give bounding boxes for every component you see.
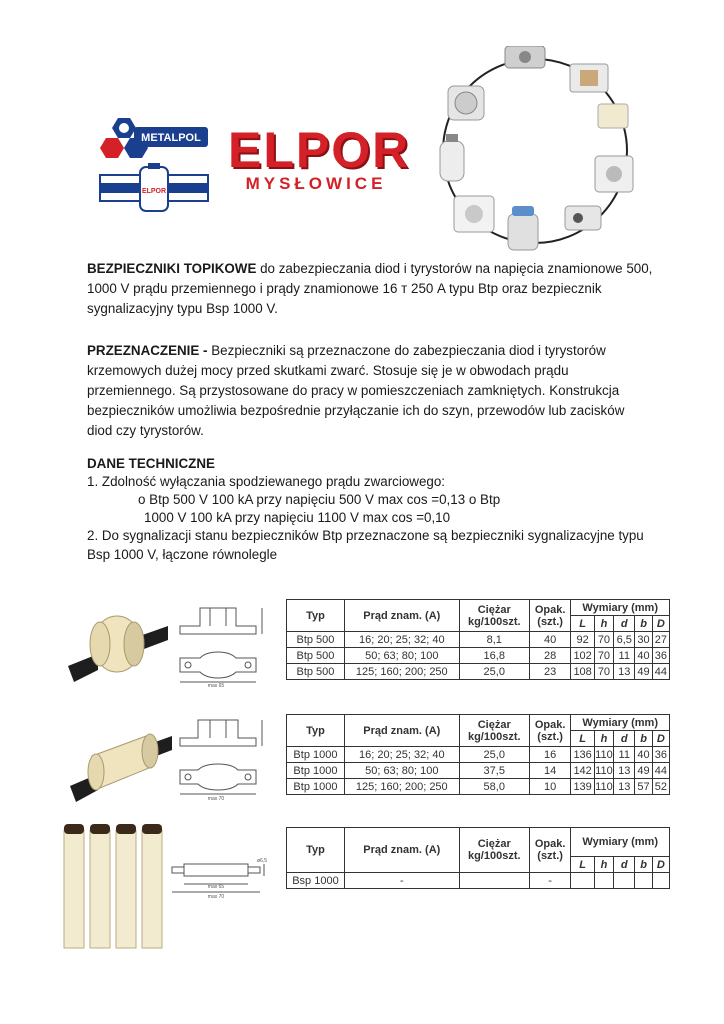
cell-h: 70 [594,632,613,648]
cell-b [635,873,652,889]
dim-header-h: h [594,857,613,873]
brand-name: ELPOR [228,122,411,178]
cell-prad: 125; 160; 200; 250 [344,664,459,680]
cell-D: 27 [652,632,669,648]
product-screw-cap-image [508,206,538,250]
cell-typ: Btp 1000 [287,779,345,795]
col-header-opak: Opak. (szt.) [529,828,571,873]
col-header-wymiary: Wymiary (mm) [571,828,670,857]
dim-header-h: h [594,731,613,747]
cell-L: 142 [571,763,594,779]
dim-header-L: L [571,616,594,632]
cell-prad: 50; 63; 80; 100 [344,648,459,664]
btp500-fuse-photo [64,600,172,690]
dim-header-d: d [614,857,635,873]
cell-L: 102 [571,648,594,664]
product-socket-image [595,156,633,192]
table-row [287,747,670,763]
cell-L: 92 [571,632,594,648]
cell-h: 110 [595,748,613,761]
col-header-prad: Prąd znam. (A) [344,828,459,873]
cell-L: 108 [571,664,594,680]
cell-D [652,873,669,889]
purpose-line-1: Bezpieczniki są przeznaczone do zabezpieczania diod i tyrystorów [207,343,606,358]
cell-opak: - [529,873,571,889]
btp500-spec-table [286,599,670,680]
col-header-typ: Typ [287,600,345,632]
btp1000-fuse-photo [66,716,176,808]
cell-D: 36 [652,747,669,763]
product-cartridge-image [598,104,628,128]
cell-prad: 16; 20; 25; 32; 40 [344,747,459,763]
table-row [287,648,670,664]
dim-header-b: b [635,616,652,632]
dim-header-b: b [635,731,652,747]
technical-item-1b: 1000 V 100 kA przy napięciu 1100 V max cos =0,10 [144,510,451,525]
cell-typ: Btp 1000 [287,747,345,763]
cell-L: 139 [571,779,594,795]
btp1000-technical-drawing [176,716,268,802]
cell-opak: 28 [529,648,571,664]
cell-opak: 16 [529,747,571,763]
cell-typ: Bsp 1000 [287,873,345,889]
dim-header-D: D [652,731,669,747]
cell-opak: 10 [529,779,571,795]
badge-logo-text: ELPOR [141,188,167,195]
cell-d: 11 [614,747,635,763]
col-header-opak: Opak. (szt.) [529,715,571,747]
btp500-drawing-label: max 65 [207,683,225,688]
cell-ciezar: 37,5 [459,763,529,779]
cell-b: 49 [635,664,652,680]
bsp1000-fuse-photo [62,822,166,952]
cell-b: 57 [635,779,652,795]
dim-header-D: D [652,616,669,632]
technical-item-1: 1. Zdolność wyłączania spodziewanego prądu zwarciowego: [87,474,446,489]
bsp1000-drawing-label-2: max 70 [207,894,225,900]
cell-L: 136 [571,747,594,763]
product-clamp-image [505,46,545,68]
cell-h: 110 [595,780,613,793]
cell-d: 13 [614,779,635,795]
purpose-line-5: diod czy tyrystorów. [87,423,204,438]
cell-b: 40 [635,648,652,664]
dim-header-D: D [652,857,669,873]
cell-ciezar: 8,1 [459,632,529,648]
intro-line-3: sygnalizacyjny typu Bsp 1000 V. [87,301,278,316]
btp500-technical-drawing [176,602,268,688]
cell-opak: 23 [529,664,571,680]
cell-prad: 50; 63; 80; 100 [344,763,459,779]
cell-b: 49 [635,763,652,779]
purpose-line-2: krzemowych dużej mocy przed skutkami zwarć. Stosuje się je w obwodach prądu [87,363,569,378]
intro-line-2: 1000 V prądu przemiennego i prądy znamionowe 16 т 250 A typu Btp oraz bezpiecznik [87,281,602,296]
purpose-line-3: przemiennego. Są przystosowane do pracy w pomieszczeniach zamkniętych. Konstrukcja [87,383,620,398]
cell-D: 52 [652,779,669,795]
cell-b: 40 [635,747,652,763]
cell-b: 30 [635,632,652,648]
cell-typ: Btp 1000 [287,763,345,779]
col-header-prad: Prąd znam. (A) [344,715,459,747]
cell-prad: 16; 20; 25; 32; 40 [344,632,459,648]
cell-D: 44 [652,763,669,779]
cell-d: 13 [614,664,635,680]
technical-item-2-line-2: Bsp 1000 V, łączone równolegle [87,547,278,562]
bsp1000-drawing-label-1: max 65 [207,884,225,890]
technical-item-1a: o Btp 500 V 100 kA przy napięciu 500 V max cos =0,13 o Btp [138,492,501,507]
cell-D: 36 [652,648,669,664]
cell-ciezar: 25,0 [459,747,529,763]
bsp1000-spec-table [286,827,670,889]
product-terminal-image [570,64,608,92]
intro-line-1: do zabezpieczania diod i tyrystorów na napięcia znamionowe 500, [256,261,653,276]
technical-item-2-line-1: 2. Do sygnalizacji stanu bezpieczników Btp przeznaczone są bezpieczniki sygnalizacyjne typu [87,528,644,543]
cell-d: 6,5 [614,632,635,648]
cell-d: 11 [614,648,635,664]
cell-h: 70 [594,664,613,680]
cell-d [614,873,635,889]
cell-h [594,873,613,889]
intro-paragraph [87,259,653,319]
technical-data-section [87,455,667,565]
cell-ciezar: 58,0 [459,779,529,795]
bsp1000-cartridge-set [64,824,162,948]
col-header-ciezar: Ciężar kg/100szt. [459,715,529,747]
table-row [287,763,670,779]
cell-d: 13 [614,763,635,779]
cell-prad: - [344,873,459,889]
bsp1000-technical-drawing [168,850,272,900]
cell-typ: Btp 500 [287,664,345,680]
brand-city: MYSŁOWICE [245,174,387,193]
dim-header-b: b [635,857,652,873]
cell-h: 70 [594,648,613,664]
product-clip-image [565,206,601,230]
metalpol-logo-text: METALPOL [141,132,201,144]
cell-ciezar: 25,0 [459,664,529,680]
cell-ciezar: 16,8 [459,648,529,664]
col-header-typ: Typ [287,828,345,873]
btp1000-drawing-label: max 70 [207,796,225,802]
product-holder-image [454,196,494,232]
product-circle-illustration [430,46,640,256]
bsp1000-drawing-label-3: ø6,5 [256,858,267,864]
table-row [287,873,670,889]
table-row [287,664,670,680]
btp1000-spec-table [286,714,670,795]
dim-header-L: L [571,731,594,747]
technical-heading: DANE TECHNICZNE [87,456,215,471]
dim-header-L: L [571,857,594,873]
table-row [287,632,670,648]
col-header-prad: Prąd znam. (A) [344,600,459,632]
purpose-line-4: bezpieczników umożliwia bezpośrednie przyłączanie ich do szyn, przewodów lub zacisków [87,403,625,418]
purpose-paragraph [87,341,647,441]
cell-L [571,873,594,889]
elpor-badge-logo [98,163,210,213]
cell-D: 44 [652,664,669,680]
col-header-opak: Opak. (szt.) [529,600,571,632]
metalpol-logo [98,113,210,163]
cell-typ: Btp 500 [287,648,345,664]
col-header-wymiary: Wymiary (mm) [571,715,670,731]
dim-header-d: d [614,731,635,747]
purpose-bold: PRZEZNACZENIE - [87,343,208,358]
table-row [287,779,670,795]
cell-ciezar [459,873,529,889]
cell-h: 110 [595,764,613,777]
col-header-typ: Typ [287,715,345,747]
elpor-brand-logo [228,122,411,195]
col-header-wymiary: Wymiary (mm) [571,600,670,616]
col-header-ciezar: Ciężar kg/100szt. [459,600,529,632]
intro-bold: BEZPIECZNIKI TOPIKOWE [87,261,257,276]
cell-typ: Btp 500 [287,632,345,648]
product-ceramic-base-image [448,86,484,120]
cell-opak: 40 [529,632,571,648]
dim-header-d: d [614,616,635,632]
dim-header-h: h [594,616,613,632]
cell-opak: 14 [529,763,571,779]
cell-prad: 125; 160; 200; 250 [344,779,459,795]
col-header-ciezar: Ciężar kg/100szt. [459,828,529,873]
